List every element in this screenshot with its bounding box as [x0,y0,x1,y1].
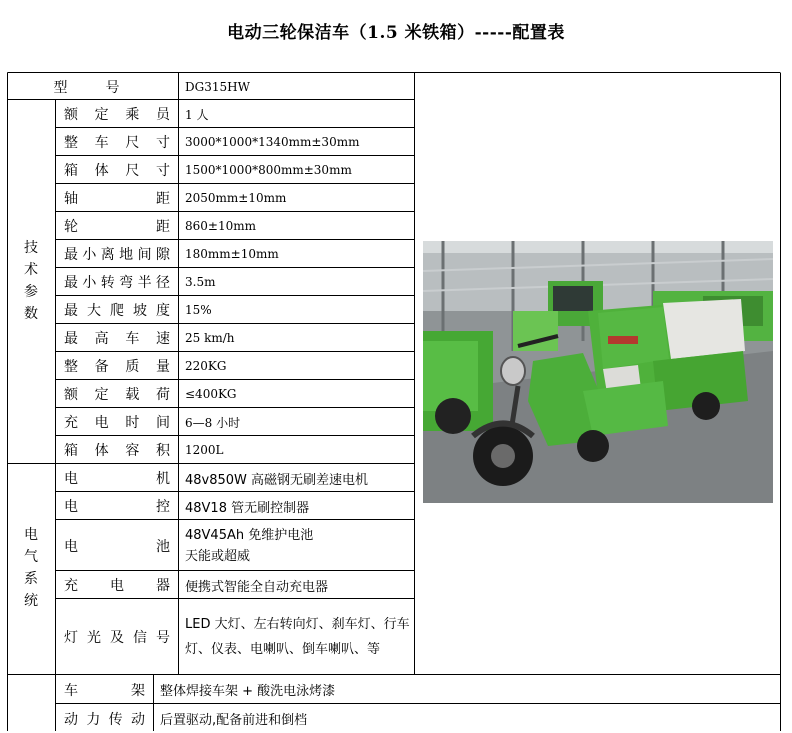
spec-value: 1 人 [185,107,209,122]
spec-label: 最 小 离 地 间 隙 [64,247,170,263]
spec-value: 180mm±10mm [185,247,279,261]
spec-label: 最 小 转 弯 半 径 [64,275,170,291]
spec-label: 箱 体 容 积 [64,443,170,459]
spec-value: 6—8 小时 [185,415,241,430]
spec-value: 48V18 管无刷控制器 [185,500,310,516]
spec-value: 860±10mm [185,219,256,233]
spec-value: ≤400KG [185,387,237,401]
spec-value: 1200L [185,443,224,457]
spec-value: 后置驱动,配备前进和倒档 [160,713,308,728]
spec-label: 箱 体 尺 寸 [64,163,170,179]
spec-label: 车 架 [64,682,145,699]
model-label: 型 号 [53,79,132,96]
page-title: 电动三轮保洁车（1.5 米铁箱）-----配置表 [227,23,565,43]
spec-value: 1500*1000*800mm±30mm [185,163,352,177]
spec-value: 15% [185,303,212,317]
spec-label: 轴 距 [64,191,170,207]
spec-label: 整 备 质 量 [64,359,170,375]
spec-label: 电 机 [64,471,170,487]
spec-label: 整 车 尺 寸 [64,135,170,151]
spec-value: 220KG [185,359,227,373]
spec-label: 充 电 时 间 [64,415,170,431]
spec-label: 充 电 器 [64,578,170,594]
spec-value: 整体焊接车架 + 酸洗电泳烤漆 [160,684,336,699]
spec-value: 48v850W 高磁钢无刷差速电机 [185,472,369,488]
group-label-tech: 技 术 参 数 [24,240,38,322]
spec-value: LED 大灯、左右转向灯、刹车灯、行车灯、仪表、电喇叭、倒车喇叭、等 [185,617,410,657]
spec-value: 2050mm±10mm [185,191,287,205]
spec-label: 最 大 爬 坡 度 [64,303,170,319]
spec-value: 25 km/h [185,331,235,345]
spec-label: 电 控 [64,499,170,515]
spec-label: 电 池 [64,538,170,555]
spec-value: 3000*1000*1340mm±30mm [185,135,360,149]
vehicle-photo [423,241,773,503]
spec-label: 动 力 传 动 [64,711,145,728]
spec-value: 便携式智能全自动充电器 [185,579,329,595]
spec-label: 额 定 载 荷 [64,387,170,403]
spec-value: 3.5m [185,275,216,289]
group-label-electric: 电 气 系 统 [24,527,38,609]
spec-value: 48V45Ah 免维护电池 天能或超威 [185,527,314,564]
spec-label: 灯 光 及 信 号 [64,630,170,646]
spec-label: 最 高 车 速 [64,331,170,347]
spec-label: 额 定 乘 员 [64,107,170,123]
spec-label: 轮 距 [64,219,170,235]
model-value: DG315HW [185,79,250,94]
